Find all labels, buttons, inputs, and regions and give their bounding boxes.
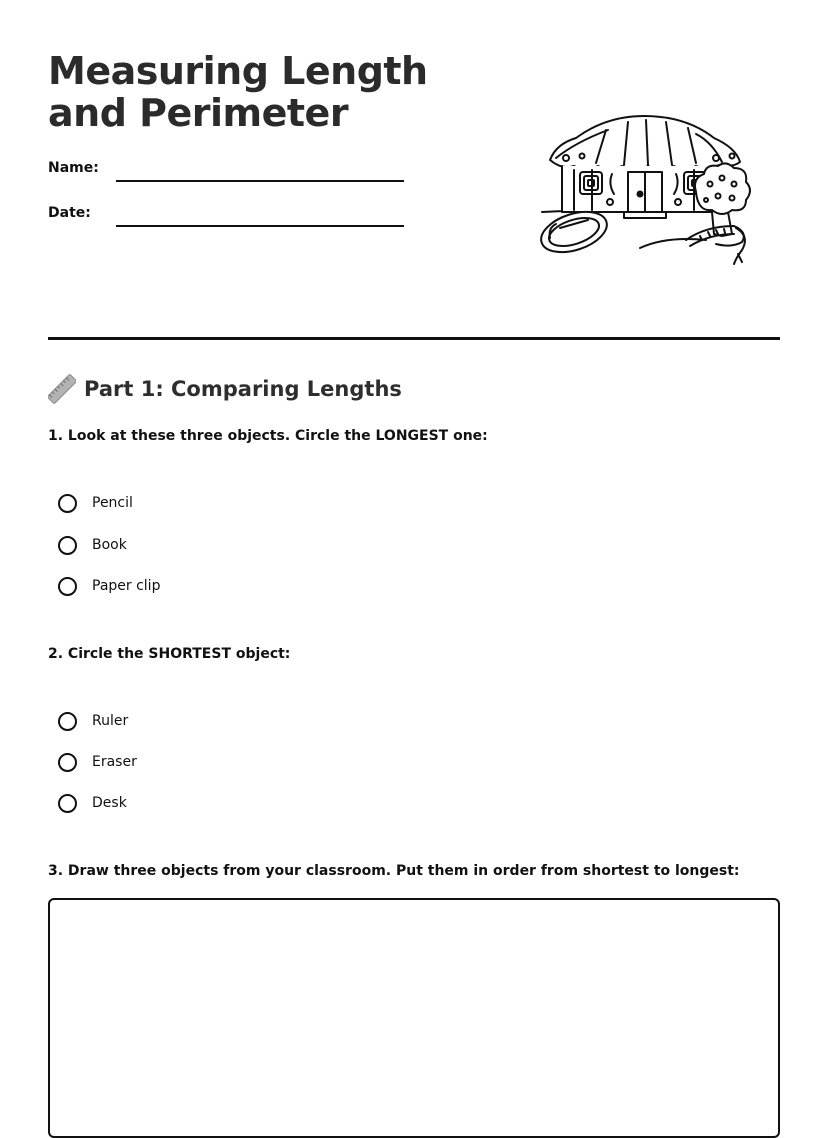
header-divider <box>48 337 780 340</box>
option-desk[interactable] <box>58 791 127 815</box>
part1-title: Part 1: Comparing Lengths <box>84 377 402 401</box>
radio-circle[interactable] <box>58 794 77 813</box>
name-label: Name: <box>48 160 99 176</box>
date-write-line[interactable] <box>116 225 404 227</box>
radio-circle[interactable] <box>58 712 77 731</box>
option-paper-clip[interactable] <box>58 574 160 598</box>
option-pencil[interactable] <box>58 491 133 515</box>
date-field <box>48 203 408 227</box>
drawing-answer-box[interactable] <box>48 898 780 1138</box>
date-label: Date: <box>48 205 91 221</box>
question-1-prompt: 1. Look at these three objects. Circle the LONGEST one: <box>48 428 488 444</box>
option-label: Paper clip <box>92 578 161 594</box>
ruler-icon <box>48 372 76 406</box>
radio-circle[interactable] <box>58 494 77 513</box>
option-book[interactable] <box>58 533 127 557</box>
name-write-line[interactable] <box>116 180 404 182</box>
option-label: Pencil <box>92 495 133 511</box>
part1-heading <box>48 372 402 406</box>
option-eraser[interactable] <box>58 750 137 774</box>
option-label: Book <box>92 537 127 553</box>
house-illustration <box>536 108 758 268</box>
question-3-prompt: 3. Draw three objects from your classroom. Put them in order from shortest to longest: <box>48 863 740 879</box>
radio-circle[interactable] <box>58 577 77 596</box>
radio-circle[interactable] <box>58 536 77 555</box>
option-label: Desk <box>92 795 127 811</box>
option-label: Ruler <box>92 713 129 729</box>
name-field <box>48 158 408 182</box>
question-2-prompt: 2. Circle the SHORTEST object: <box>48 646 291 662</box>
page-title: Measuring Length and Perimeter <box>48 49 428 135</box>
radio-circle[interactable] <box>58 753 77 772</box>
option-label: Eraser <box>92 754 137 770</box>
option-ruler[interactable] <box>58 709 128 733</box>
